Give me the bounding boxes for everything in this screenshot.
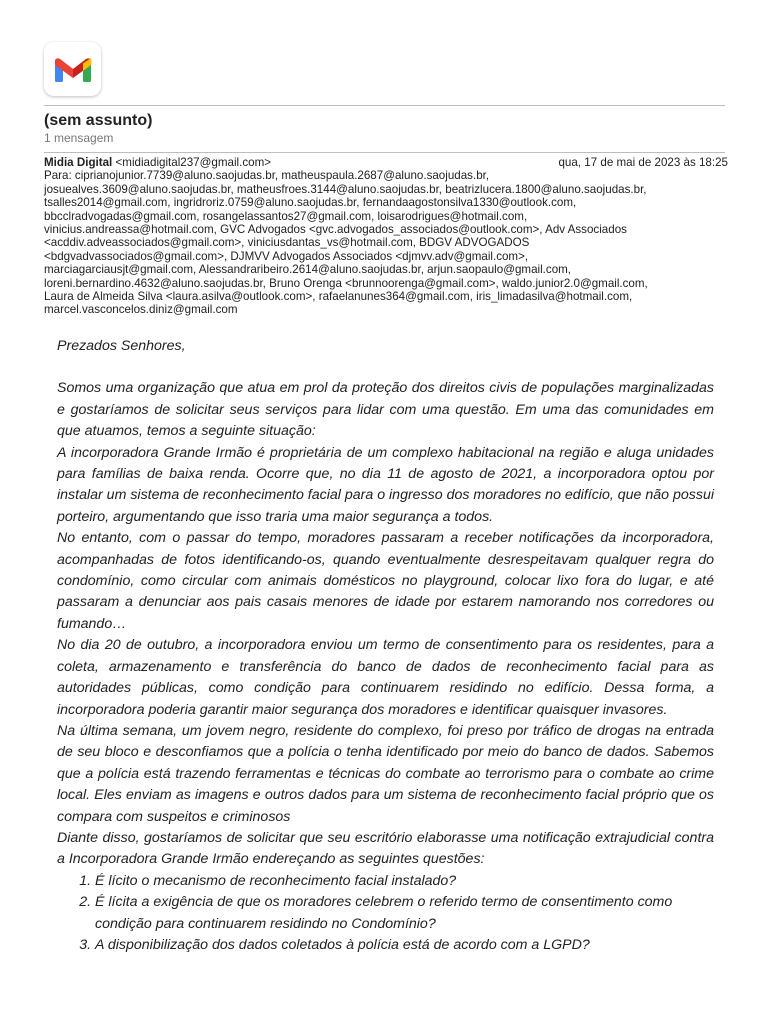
- top-divider: [44, 105, 725, 106]
- header-divider: [44, 152, 725, 153]
- question-item: 3. A disponibilização dos dados coletados à polícia está de acordo com a LGPD?: [95, 935, 714, 956]
- message-body: [57, 336, 714, 956]
- body-paragraph: No dia 20 de outubro, a incorporadora enviou um termo de consentimento para os residentes, para a coleta, armazenamento e transferência do banco de dados de reconhecimento facial para as autoridades públicas, como condição para continuarem residindo no edifício. Dessa forma, a incorporadora poderia garantir maior segurança dos moradores e identificar quaisquer invasores.: [57, 637, 714, 718]
- questions-list: [57, 871, 714, 957]
- body-paragraph: Diante disso, gostaríamos de solicitar que seu escritório elaborasse uma notificação extrajudicial contra a Incorporadora Grande Irmão endereçando as seguintes questões:: [57, 829, 714, 868]
- from-line: [44, 156, 728, 169]
- message-date: qua, 17 de mai de 2023 às 18:25: [558, 156, 728, 169]
- question-item: 2. É lícita a exigência de que os moradores celebrem o referido termo de consentimento como condição para continuarem residindo no Condomínio?: [95, 892, 714, 935]
- greeting: Prezados Senhores,: [57, 338, 186, 354]
- sender-email: <midiadigital237@gmail.com>: [115, 156, 271, 169]
- body-paragraph: A incorporadora Grande Irmão é proprietária de um complexo habitacional na região e aluga unidades para famílias de baixa renda. Ocorre que, no dia 11 de agosto de 2021, a incorporadora optou por instalar um sistema de reconhecimento facial para o ingresso dos moradores no edifício, que não possui porteiro, argumentando que isso traria uma maior segurança a todos.: [57, 444, 714, 525]
- sender: [44, 156, 271, 169]
- email-subject: (sem assunto): [44, 112, 153, 129]
- body-paragraph: Somos uma organização que atua em prol da proteção dos direitos civis de populações marginalizadas e gostaríamos de solicitar seus serviços para lidar com uma questão. Em uma das comunidades em que atuamos, temos a seguinte situação:: [57, 380, 714, 440]
- gmail-logo: [44, 42, 101, 96]
- question-item: 1. É lícito o mecanismo de reconhecimento facial instalado?: [95, 871, 714, 892]
- gmail-icon: [53, 54, 93, 84]
- message-count: 1 mensagem: [44, 131, 114, 145]
- body-paragraph: Na última semana, um jovem negro, residente do complexo, foi preso por tráfico de drogas na entrada de seu bloco e desconfiamos que a polícia o tenha identificado por meio do banco de dados. Sabemos que a polícia está trazendo ferramentas e técnicas do combate ao terrorismo para o combate ao crime local. Eles enviam as imagens e outros dados para um sistema de reconhecimento facial próprio que os compara com suspeitos e criminosos: [57, 722, 714, 825]
- recipients-list: Para: ciprianojunior.7739@aluno.saojudas.br, matheuspaula.2687@aluno.saojudas.br, josuealves.3609@aluno.saojudas.br, matheusfroes.3144@aluno.saojudas.br, beatrizlucera.1800@aluno.saojudas.br, tsalles2014@gmail.com, ingridroriz.0759@aluno.saojudas.br, fernandaagostonsilva1330@outlook.com, bbcclradvogadas@gmail.com, rosangelassantos27@gmail.com, loisarodrigues@hotmail.com, vinicius.andreassa@hotmail.com, GVC Advogados <gvc.advogados_associados@outlook.com>, Adv Associados <acddiv.adveassociados@gmail.com>, viniciusdantas_vs@hotmail.com, BDGV ADVOGADOS <bdgvadvassociados@gmail.com>, DJMVV Advogados Associados <djmvv.adv@gmail.com>, marciagarciausjt@gmail.com, Alessandraribeiro.2614@aluno.saojudas.br, arjun.saopaulo@gmail.com, loreni.bernardino.4632@aluno.saojudas.br, Bruno Orenga <brunnoorenga@gmail.com>, waldo.junior2.0@gmail.com, Laura de Almeida Silva <laura.asilva@outlook.com>, rafaelanunes364@gmail.com, iris_limadasilva@hotmail.com, marcel.vasconcelos.diniz@gmail.com: [44, 169, 648, 317]
- sender-name: Midia Digital: [44, 156, 113, 169]
- message-header: [44, 156, 728, 317]
- body-paragraph: No entanto, com o passar do tempo, moradores passaram a receber notificações da incorporadora, acompanhadas de fotos identificando-os, quando eventualmente desrespeitavam qualquer regra do condomínio, como circular com animais domésticos no playground, colocar lixo fora do lugar, e até passaram a denunciar aos pais casais menores de idade por estarem namorando nos corredores ou fumando…: [57, 530, 714, 632]
